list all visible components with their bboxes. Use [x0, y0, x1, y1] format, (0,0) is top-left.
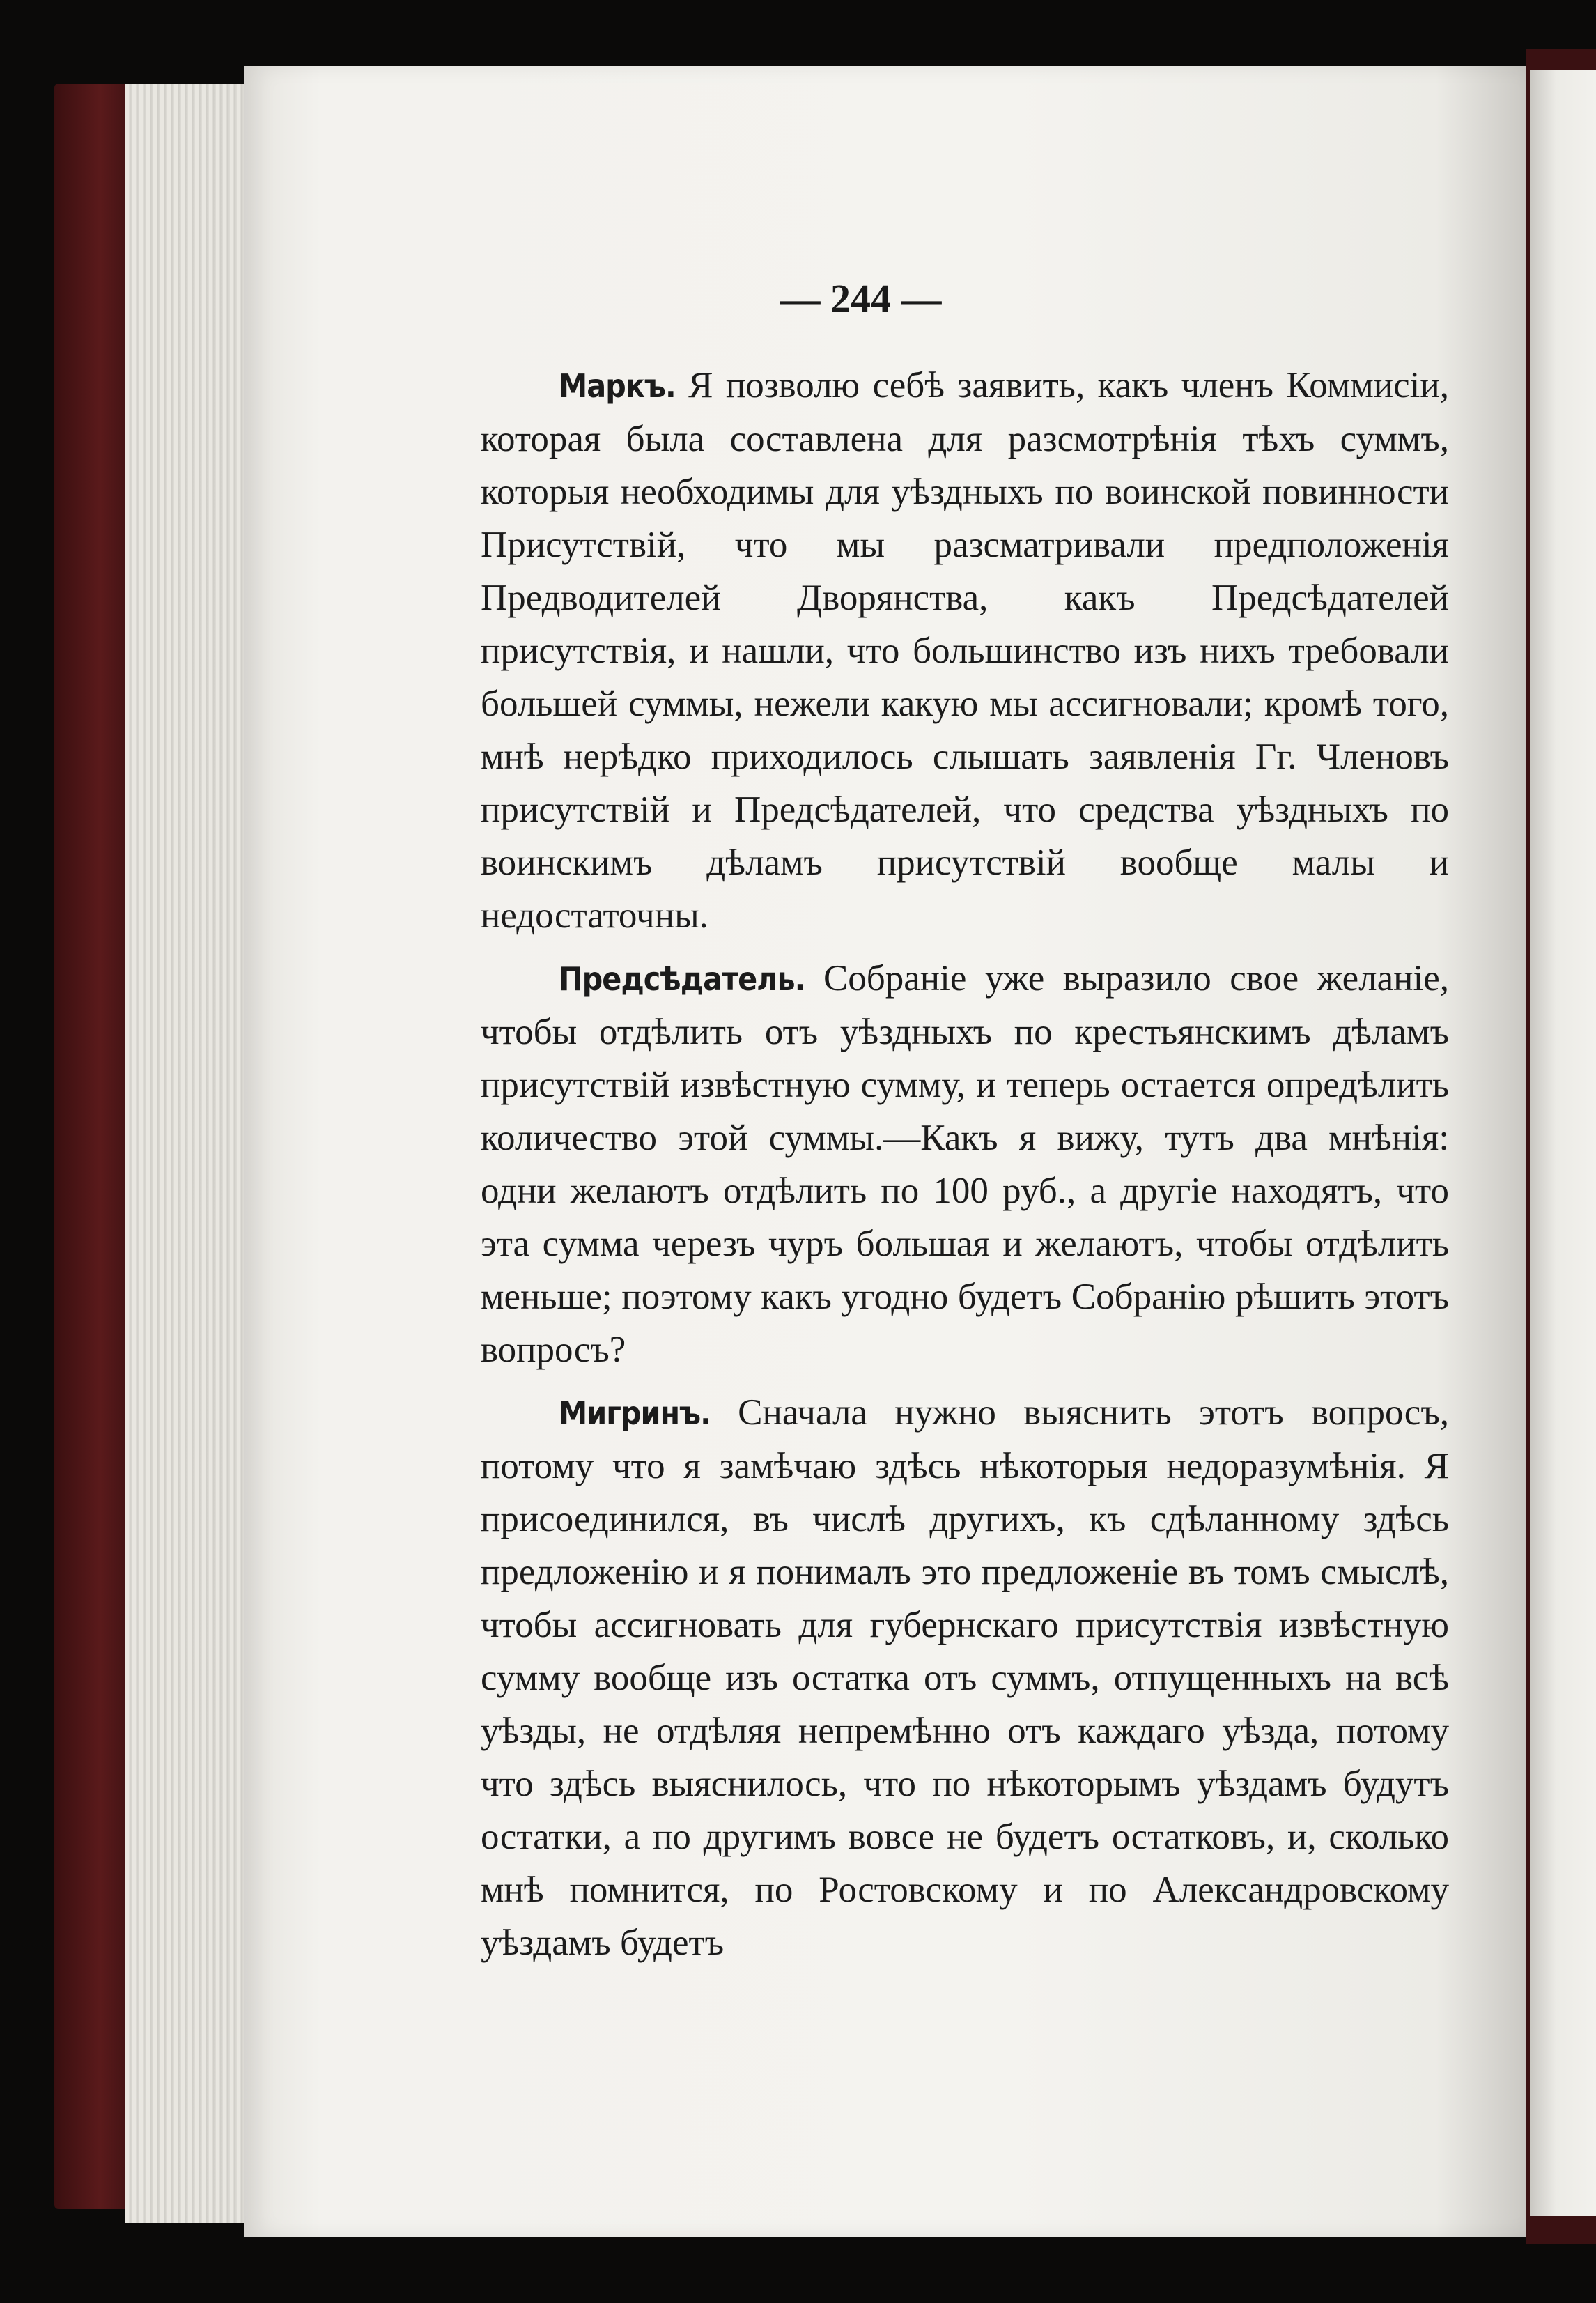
- paragraph-mark: [481, 359, 1449, 942]
- page-text: [481, 359, 1449, 1979]
- paragraph-text: Сначала нужно выяснить этотъ вопросъ, потому что я замѣчаю здѣсь нѣкоторыя недоразумѣнія. Я присоединился, въ числѣ другихъ, къ сдѣланному здѣсь предложенію и я понималъ это предложеніе въ томъ смыслѣ, чтобы ассигновать для губернскаго присутствія извѣстную сумму вообще изъ остатка отъ суммъ, отпущенныхъ на всѣ уѣзды, не отдѣляя непремѣнно отъ каждаго уѣзда, потому что здѣсь выяснилось, что по нѣкоторымъ уѣздамъ будутъ остатки, а по другимъ вовсе не будетъ остатковъ, и, сколько мнѣ помнится, по Ростовскому и по Александровскому уѣздамъ будетъ: [481, 1392, 1449, 1963]
- page-number: — 244 —: [780, 276, 942, 321]
- paragraph-text: Я позволю себѣ заявить, какъ членъ Коммисіи, которая была составлена для разсмотрѣнія тѣхъ суммъ, которыя необходимы для уѣздныхъ по воинской повинности Присутствій, что мы разсматривали предположенія Предводителей Дворянства, какъ Предсѣдателей присутствія, и нашли, что большинство изъ нихъ требовали большей суммы, нежели какую мы ассигновали; кромѣ того, мнѣ нерѣдко приходилось слышать заявленія Гг. Членовъ присутствій и Предсѣдателей, что средства уѣздныхъ по воинскимъ дѣламъ присутствій вообще малы и недостаточны.: [481, 365, 1449, 936]
- speaker-name: Маркъ.: [559, 367, 676, 405]
- speaker-name: Предсѣдатель.: [559, 960, 805, 998]
- paragraph-text: Собраніе уже выразило свое желаніе, чтобы отдѣлить отъ уѣздныхъ по крестьянскимъ дѣламъ присутствій извѣстную сумму, и теперь остается опредѣлить количество этой суммы.—Какъ я вижу, тутъ два мнѣнія: одни желаютъ отдѣлить по 100 руб., а другіе находятъ, что эта сумма черезъ чуръ большая и желаютъ, чтобы отдѣлить меньше; поэтому какъ угодно будетъ Собранію рѣшить этотъ вопросъ?: [481, 958, 1449, 1370]
- paragraph-chairman: [481, 952, 1449, 1376]
- paragraph-migrin: [481, 1386, 1449, 1969]
- speaker-name: Мигринъ.: [559, 1394, 711, 1432]
- facing-page-edge: [1530, 70, 1596, 2216]
